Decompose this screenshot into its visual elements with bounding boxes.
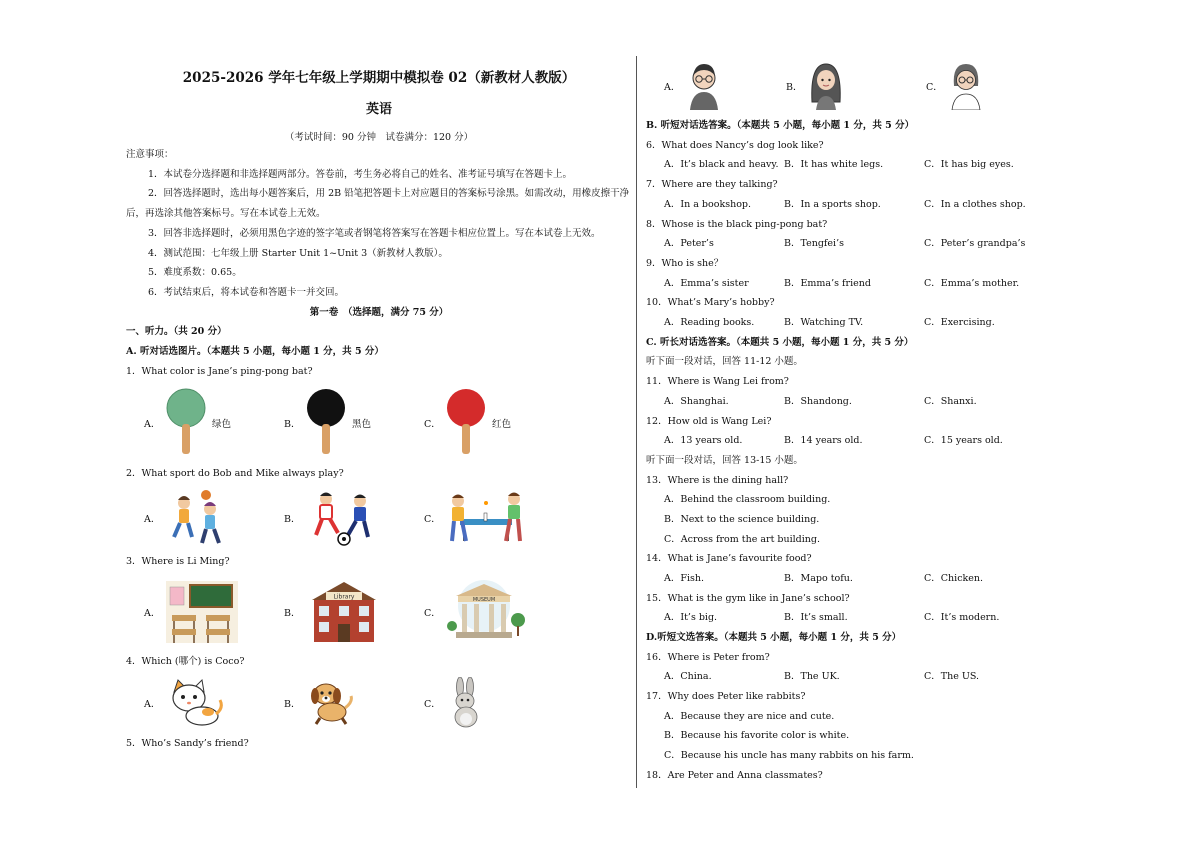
option-c[interactable]: C．Exercising. bbox=[924, 317, 995, 329]
option-c[interactable] bbox=[908, 62, 1028, 110]
answer-options bbox=[646, 274, 1066, 294]
option-a[interactable]: A．Peter’s bbox=[664, 238, 714, 250]
option-note: 红色 bbox=[492, 418, 512, 430]
exam-title: 2025-2026 学年七年级上学期期中模拟卷 02（新教材人教版） bbox=[182, 70, 576, 86]
option-c[interactable]: C．Peter’s grandpa’s bbox=[924, 238, 1026, 250]
option-b[interactable] bbox=[266, 489, 406, 547]
option-label: C． bbox=[424, 607, 441, 619]
question-text: 9．Who is she？ bbox=[646, 257, 724, 269]
soccer-players-icon bbox=[306, 489, 382, 547]
option-b[interactable]: B．In a sports shop. bbox=[784, 198, 881, 210]
answer-options bbox=[646, 392, 1066, 412]
option-c[interactable]: C．In a clothes shop. bbox=[924, 198, 1026, 210]
answer-options bbox=[646, 195, 1066, 215]
section-heading: A. 听对话选图片。（本题共 5 小题，每小题 1 分，共 5 分） bbox=[126, 346, 384, 358]
red-ping-pong-bat-icon bbox=[446, 388, 490, 458]
note-item: 5．难度系数：0.65。 bbox=[148, 267, 242, 279]
note-item: 1．本试卷分选择题和非选择题两部分。答卷前，考生务必将自己的姓名、准考证号填写在答题卡上。 bbox=[148, 168, 573, 180]
option-label: C． bbox=[424, 418, 441, 430]
answer-options bbox=[646, 234, 1066, 254]
question-text: 15．What is the gym like in Jane’s school? bbox=[646, 592, 850, 604]
option-a[interactable]: A．China. bbox=[664, 671, 712, 683]
option-b[interactable]: B．It has white legs. bbox=[784, 159, 884, 171]
section-heading: C. 听长对话选答案。（本题共 5 小题，每小题 1 分，共 5 分） bbox=[646, 336, 914, 348]
option-c[interactable] bbox=[406, 388, 546, 458]
rabbit-icon bbox=[446, 677, 486, 729]
dog-icon bbox=[306, 680, 354, 726]
option-label: B． bbox=[284, 418, 301, 430]
option-label: B． bbox=[786, 82, 803, 93]
option-c[interactable]: C．15 years old. bbox=[924, 435, 1003, 447]
option-label: B． bbox=[284, 607, 301, 619]
picture-options bbox=[126, 672, 632, 734]
note-item: 4．测试范围：七年级上册 Starter Unit 1~Unit 3（新教材人教版）。 bbox=[148, 247, 448, 259]
option-a[interactable]: A．13 years old. bbox=[664, 435, 743, 447]
option-c[interactable]: C．Across from the art building. bbox=[664, 533, 821, 545]
dialogue-intro: 听下面一段对话，回答 13-15 小题。 bbox=[646, 454, 803, 466]
option-label: A． bbox=[144, 514, 161, 526]
option-label: A． bbox=[144, 698, 161, 710]
note-item: 3．回答非选择题时，必须用黑色字迹的签字笔或者钢笔将答案写在答题卡相应位置上。写在本试卷上无效。 bbox=[148, 227, 601, 239]
option-b[interactable]: B．It’s small. bbox=[784, 612, 848, 624]
option-a[interactable]: A．It’s black and heavy. bbox=[664, 159, 779, 171]
question-text: 8．Whose is the black ping-pong bat? bbox=[646, 218, 828, 230]
option-b[interactable] bbox=[266, 580, 406, 644]
answer-options bbox=[646, 431, 1066, 451]
option-a[interactable] bbox=[126, 388, 266, 458]
option-a[interactable]: A．In a bookshop. bbox=[664, 198, 752, 210]
option-label: C． bbox=[424, 698, 441, 710]
girl-long-hair-icon bbox=[808, 62, 844, 110]
question-text: 14．What is Jane’s favourite food? bbox=[646, 553, 812, 565]
option-b[interactable]: B．14 years old. bbox=[784, 435, 863, 447]
part-heading: 一、听力。（共 20 分） bbox=[126, 326, 227, 338]
option-a[interactable] bbox=[126, 489, 266, 547]
girl-with-glasses-icon bbox=[948, 62, 984, 110]
question-text: 3．Where is Li Ming? bbox=[126, 556, 230, 568]
option-c[interactable]: C．Shanxi. bbox=[924, 395, 977, 407]
option-b[interactable]: B．Shandong. bbox=[784, 395, 852, 407]
option-c[interactable]: C．Chicken. bbox=[924, 572, 984, 584]
black-ping-pong-bat-icon bbox=[306, 388, 350, 458]
option-a[interactable] bbox=[126, 678, 266, 728]
section-heading: D.听短文选答案。（本题共 5 小题，每小题 1 分，共 5 分） bbox=[646, 631, 902, 643]
picture-options bbox=[126, 572, 632, 652]
ping-pong-players-icon bbox=[446, 489, 526, 547]
museum-building-icon bbox=[446, 580, 526, 644]
option-b[interactable] bbox=[266, 680, 406, 726]
option-c[interactable] bbox=[406, 489, 546, 547]
option-a[interactable]: A．Because they are nice and cute. bbox=[664, 710, 835, 722]
option-a[interactable]: A．Emma’s sister bbox=[664, 277, 749, 289]
option-c[interactable] bbox=[406, 677, 546, 729]
answer-options bbox=[646, 155, 1066, 175]
question-text: 4．Which (哪个) is Coco? bbox=[126, 655, 245, 667]
answer-options bbox=[646, 667, 1066, 687]
boy-with-glasses-icon bbox=[686, 62, 722, 110]
museum-sign: MUSEUM bbox=[472, 596, 496, 603]
option-a[interactable] bbox=[126, 581, 266, 643]
option-c[interactable] bbox=[406, 580, 546, 644]
option-label: A． bbox=[144, 418, 161, 430]
library-building-icon bbox=[306, 580, 382, 644]
option-b[interactable]: B．Mapo tofu. bbox=[784, 572, 853, 584]
option-note: 黑色 bbox=[352, 418, 372, 430]
classroom-icon bbox=[166, 581, 238, 643]
option-label: C． bbox=[926, 82, 943, 93]
question-text: 5．Who’s Sandy’s friend? bbox=[126, 737, 249, 749]
answer-options bbox=[646, 313, 1066, 333]
option-b[interactable]: B．Watching TV. bbox=[784, 317, 864, 329]
option-c[interactable]: C．It’s modern. bbox=[924, 612, 1000, 624]
exam-info: （考试时间：90 分钟 试卷满分：120 分） bbox=[284, 132, 474, 143]
option-c[interactable]: C．It has big eyes. bbox=[924, 159, 1014, 171]
option-c[interactable]: C．Because his uncle has many rabbits on his farm. bbox=[664, 749, 914, 761]
picture-options bbox=[126, 381, 632, 464]
question-text: 7．Where are they talking? bbox=[646, 179, 778, 191]
basketball-players-icon bbox=[166, 489, 228, 547]
option-note: 绿色 bbox=[212, 418, 232, 430]
question-text: 10．What’s Mary’s hobby? bbox=[646, 297, 775, 309]
question-text: 1．What color is Jane’s ping-pong bat? bbox=[126, 365, 313, 377]
picture-options bbox=[126, 484, 632, 552]
note-item: 2．回答选择题时，选出每小题答案后，用 2B 铅笔把答题卡上对应题目的答案标号涂黑。如需改动，用橡皮擦干净后，再选涂其他答案标号。写在本试卷上无效。 bbox=[126, 188, 630, 220]
option-c[interactable]: C．Emma’s mother. bbox=[924, 277, 1020, 289]
option-a[interactable]: A．Behind the classroom building. bbox=[664, 494, 831, 506]
option-c[interactable]: C．The US. bbox=[924, 671, 980, 683]
green-ping-pong-bat-icon bbox=[166, 388, 210, 458]
picture-options bbox=[646, 56, 1066, 116]
option-b[interactable] bbox=[266, 388, 406, 458]
question-text: 18．Are Peter and Anna classmates? bbox=[646, 769, 823, 781]
option-b[interactable]: B．Next to the science building. bbox=[664, 513, 820, 525]
cat-icon bbox=[166, 678, 224, 728]
right-column bbox=[646, 56, 1066, 785]
column-divider bbox=[636, 56, 637, 788]
option-label: A． bbox=[144, 607, 161, 619]
option-label: C． bbox=[424, 514, 441, 526]
question-text: 16．Where is Peter from? bbox=[646, 651, 770, 663]
subject-title: 英语 bbox=[365, 102, 392, 117]
question-text: 13．Where is the dining hall? bbox=[646, 474, 789, 486]
left-column bbox=[126, 56, 632, 753]
option-label: B． bbox=[284, 698, 301, 710]
notes-heading: 注意事项： bbox=[126, 149, 174, 160]
option-b[interactable] bbox=[768, 62, 908, 110]
question-text: 17．Why does Peter like rabbits? bbox=[646, 691, 806, 703]
option-b[interactable]: B．The UK. bbox=[784, 671, 840, 683]
option-label: B． bbox=[284, 514, 301, 526]
option-b[interactable]: B．Because his favorite color is white. bbox=[664, 730, 850, 742]
note-item: 6．考试结束后，将本试卷和答题卡一并交回。 bbox=[148, 286, 345, 298]
section-heading: B. 听短对话选答案。（本题共 5 小题，每小题 1 分，共 5 分） bbox=[646, 120, 915, 131]
volume-heading: 第一卷 （选择题，满分 75 分） bbox=[309, 306, 449, 318]
library-sign: Library bbox=[333, 593, 355, 601]
option-label: A． bbox=[664, 82, 681, 93]
answer-options bbox=[646, 608, 1066, 628]
option-b[interactable]: B．Tengfei’s bbox=[784, 238, 844, 250]
option-b[interactable]: B．Emma’s friend bbox=[784, 277, 871, 289]
option-a[interactable]: A．Shanghai. bbox=[664, 395, 729, 407]
option-a[interactable]: A．Reading books. bbox=[664, 317, 755, 329]
question-text: 11．Where is Wang Lei from? bbox=[646, 376, 789, 388]
question-text: 12．How old is Wang Lei? bbox=[646, 415, 772, 427]
option-a[interactable] bbox=[646, 62, 768, 110]
dialogue-intro: 听下面一段对话，回答 11-12 小题。 bbox=[646, 356, 803, 368]
question-text: 6．What does Nancy’s dog look like? bbox=[646, 139, 824, 151]
answer-options bbox=[646, 569, 1066, 589]
option-a[interactable]: A．Fish. bbox=[664, 572, 705, 584]
question-text: 2．What sport do Bob and Mike always play? bbox=[126, 468, 344, 480]
option-a[interactable]: A．It’s big. bbox=[664, 612, 718, 624]
